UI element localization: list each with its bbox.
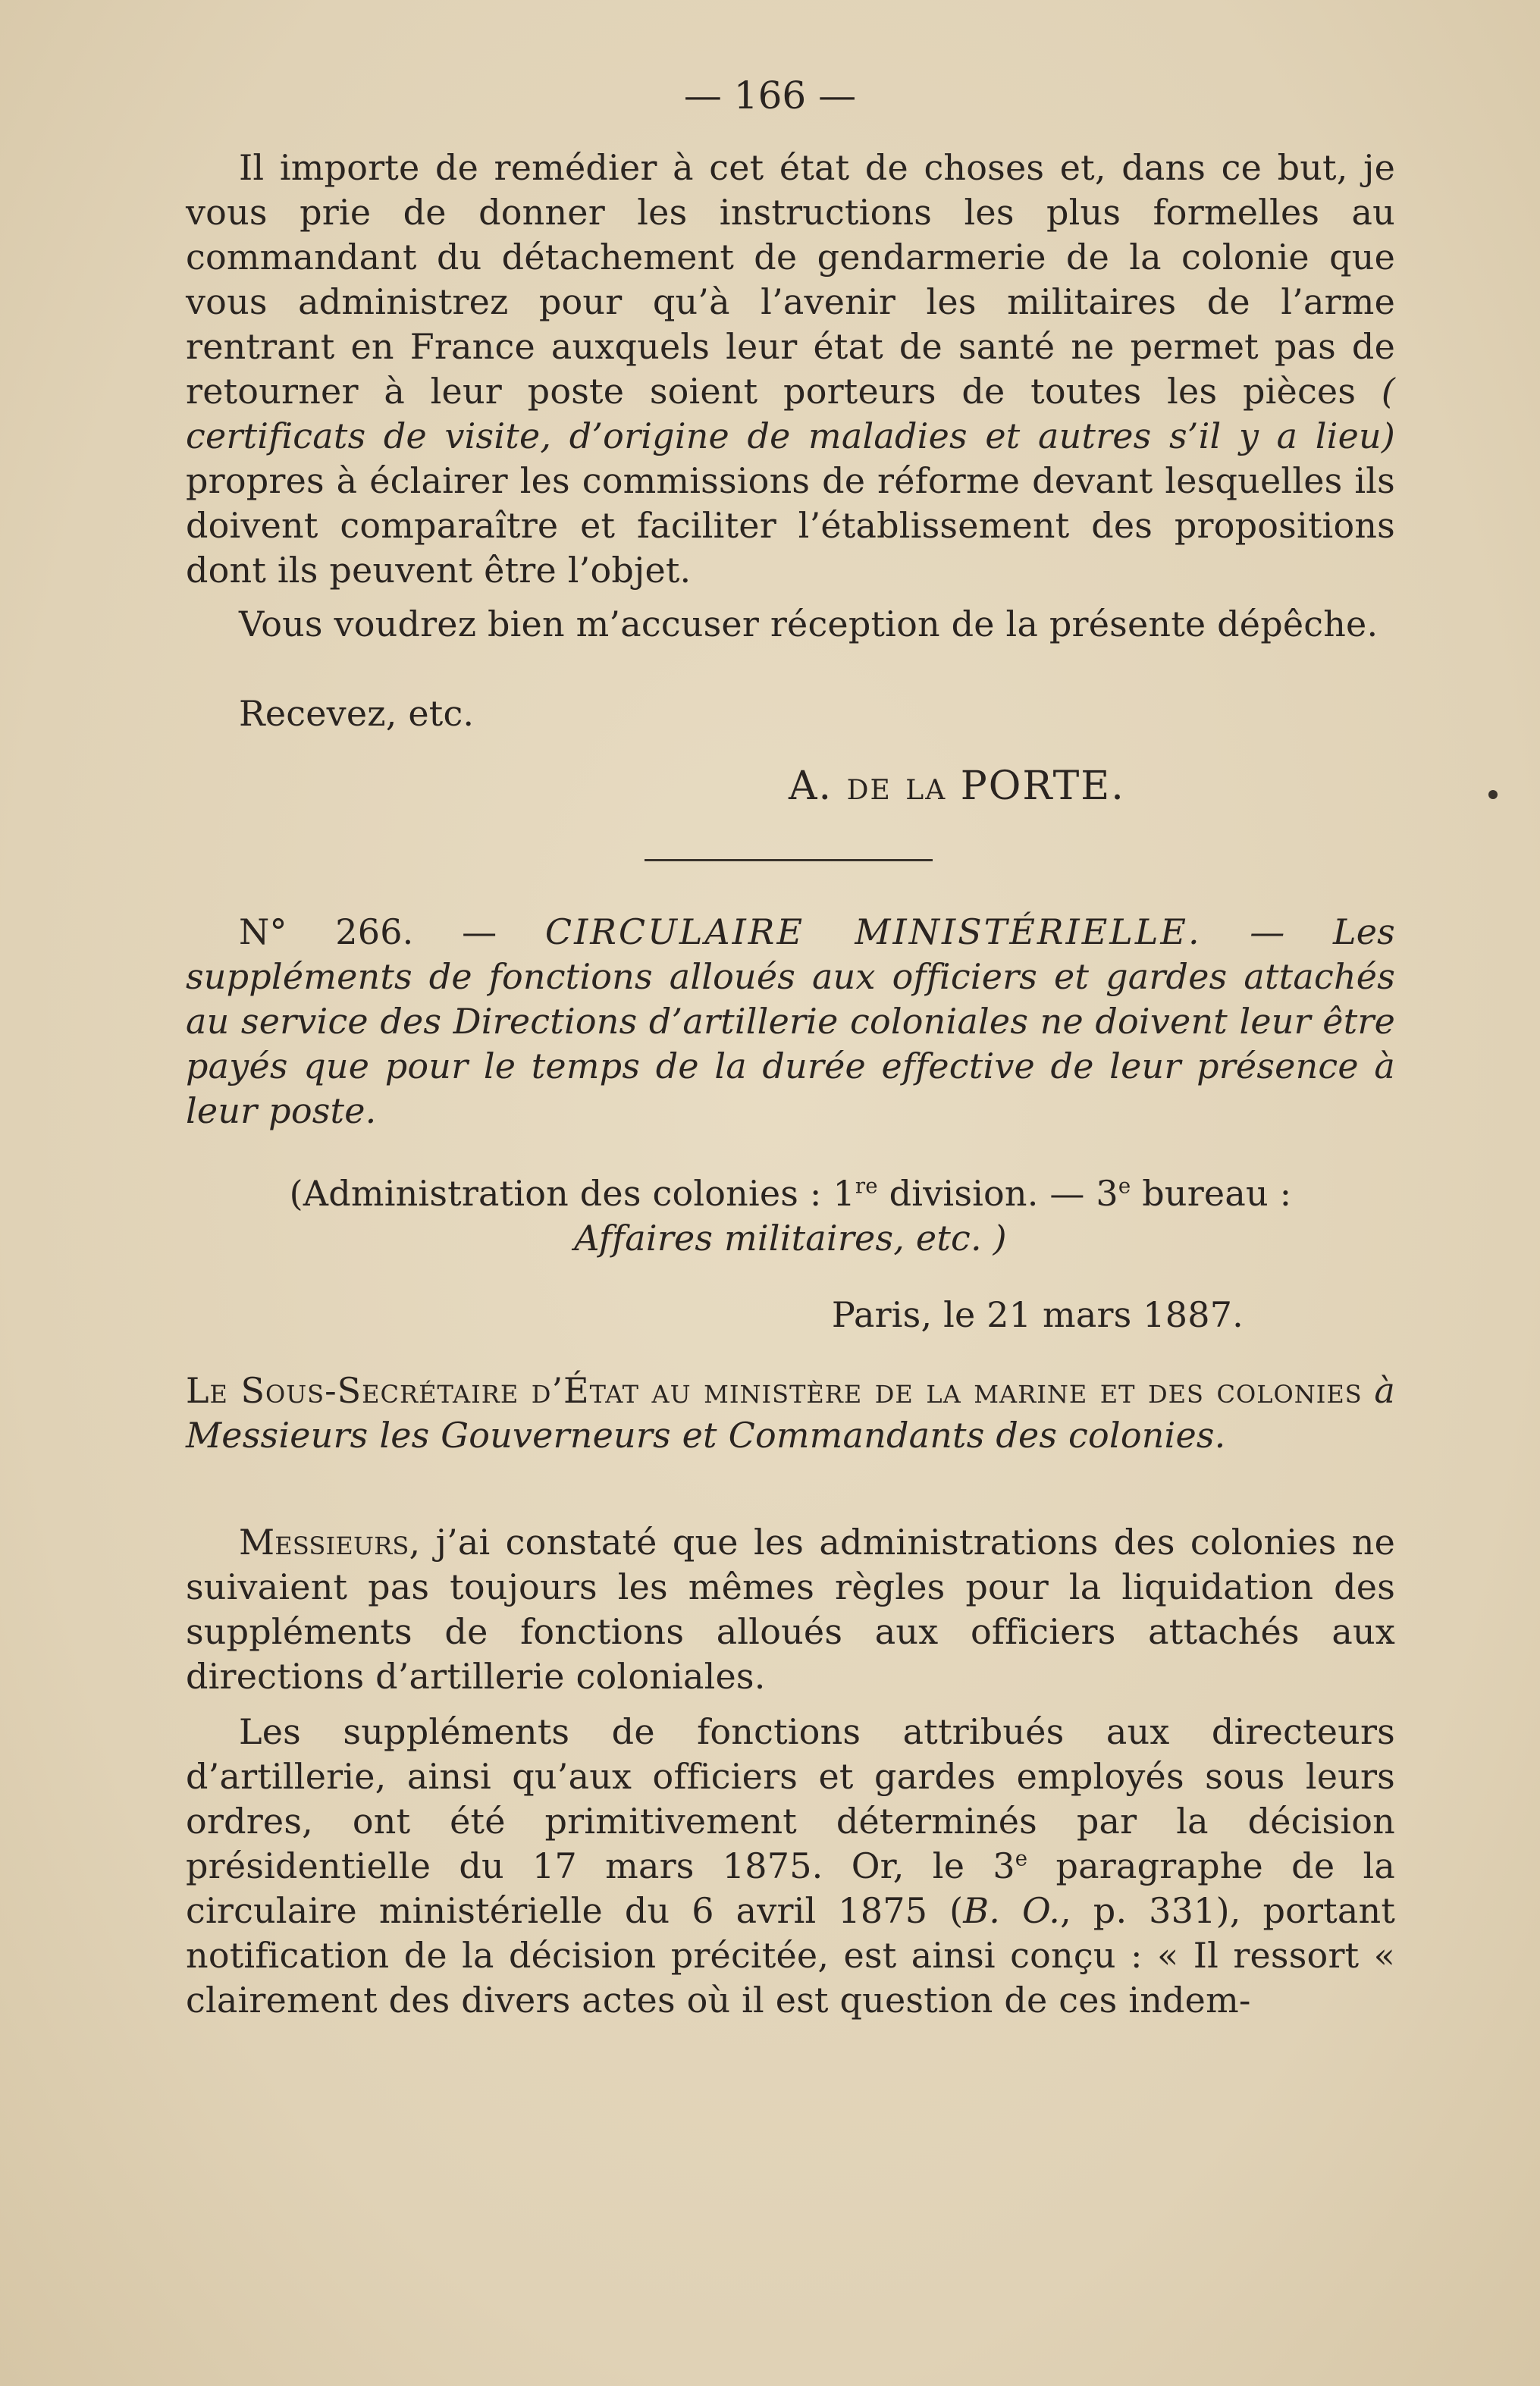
circular-title: CIRCULAIRE MINISTÉRIELLE. xyxy=(544,911,1202,952)
administration-line-1 xyxy=(186,1171,1395,1216)
page-number: — 166 — xyxy=(683,74,857,118)
circular-number: N° 266. xyxy=(239,911,414,952)
paragraph-instructions-text: Il importe de remédier à cet état de choses et, dans ce but, je vous prie de donner les instructions les plus formelles au commandant du détachement de gendarmerie de la colonie que vous administrez pour qu’à l’avenir les militaires de l’arme rentrant en France auxquels leur état de santé ne permet pas de retourner à leur poste soient porteurs de toutes les pièces xyxy=(186,147,1395,412)
administration-text-b: division. — 3 xyxy=(877,1173,1118,1214)
paragraph-supplements-c: , p. 331), portant notification de la décision précitée, est ainsi conçu : « Il ressort « clairement des divers actes où il est question de ces indem- xyxy=(186,1890,1396,2021)
circular-dash: — xyxy=(413,911,545,952)
closing-formula: Recevez, etc. xyxy=(239,693,475,734)
signature xyxy=(789,763,1125,809)
bulletin-reference: B. O. xyxy=(963,1890,1061,1931)
signature-initial: A. xyxy=(789,763,833,809)
paragraph-supplements-sup: e xyxy=(1015,1845,1028,1871)
administration-sup-2: e xyxy=(1118,1173,1131,1199)
circular-summary: — Les suppléments de fonctions alloués aux officiers et gardes attachés au service des Directions d’artillerie coloniales ne doivent leur être payés que pour le temps de la durée effective de leur présence à leur poste. xyxy=(186,911,1395,1131)
paragraph-acknowledge: Vous voudrez bien m’accuser réception de la présente dépêche. xyxy=(239,604,1378,644)
administration-line-2: Affaires militaires, etc. ) xyxy=(574,1218,1007,1259)
paragraph-supplements-b: paragraphe de la circulaire ministérielle du 6 avril 1875 ( xyxy=(186,1845,1395,1931)
address-recipient: à Messieurs les Gouverneurs et Commandants des colonies. xyxy=(186,1370,1395,1456)
paragraph-supplements-a: Les suppléments de fonctions attribués aux directeurs d’artillerie, ainsi qu’aux officiers et gardes employés sous leurs ordres, ont été primitivement déterminés par la décision présidentielle du 17 mars 1875. Or, le 3 xyxy=(186,1711,1395,1886)
paragraph-instructions-italic: ( certificats de visite, d’origine de maladies et autres s’il y a lieu) xyxy=(186,371,1395,456)
signature-particle: de la xyxy=(846,763,947,809)
paragraph-supplements xyxy=(186,1710,1395,2023)
administration-sup-1: re xyxy=(855,1173,878,1199)
paragraph-findings-text: j’ai constaté que les administrations des colonies ne suivaient pas toujours les mêmes règles pour la liquidation des suppléments de fonctions alloués aux officiers attachés aux directions d’artillerie coloniales. xyxy=(186,1522,1395,1697)
salutation: Messieurs, xyxy=(239,1522,421,1563)
administration-text-a: (Administration des colonies : 1 xyxy=(289,1173,855,1214)
administration-text-c: bureau : xyxy=(1131,1173,1292,1214)
paragraph-instructions xyxy=(186,146,1395,593)
circular-heading xyxy=(186,910,1395,1133)
address-block xyxy=(186,1369,1395,1458)
signature-name: PORTE. xyxy=(960,763,1125,809)
paragraph-findings xyxy=(186,1520,1395,1699)
ink-speck xyxy=(1488,790,1498,799)
address-sender: Le Sous-Secrétaire d’État au ministère de la marine et des colonies xyxy=(186,1370,1363,1411)
paragraph-instructions-end: propres à éclairer les commissions de réforme devant lesquelles ils doivent comparaître et faciliter l’établissement des propositions dont ils peuvent être l’objet. xyxy=(186,460,1395,591)
section-divider xyxy=(645,859,933,861)
dateline: Paris, le 21 mars 1887. xyxy=(831,1294,1244,1335)
